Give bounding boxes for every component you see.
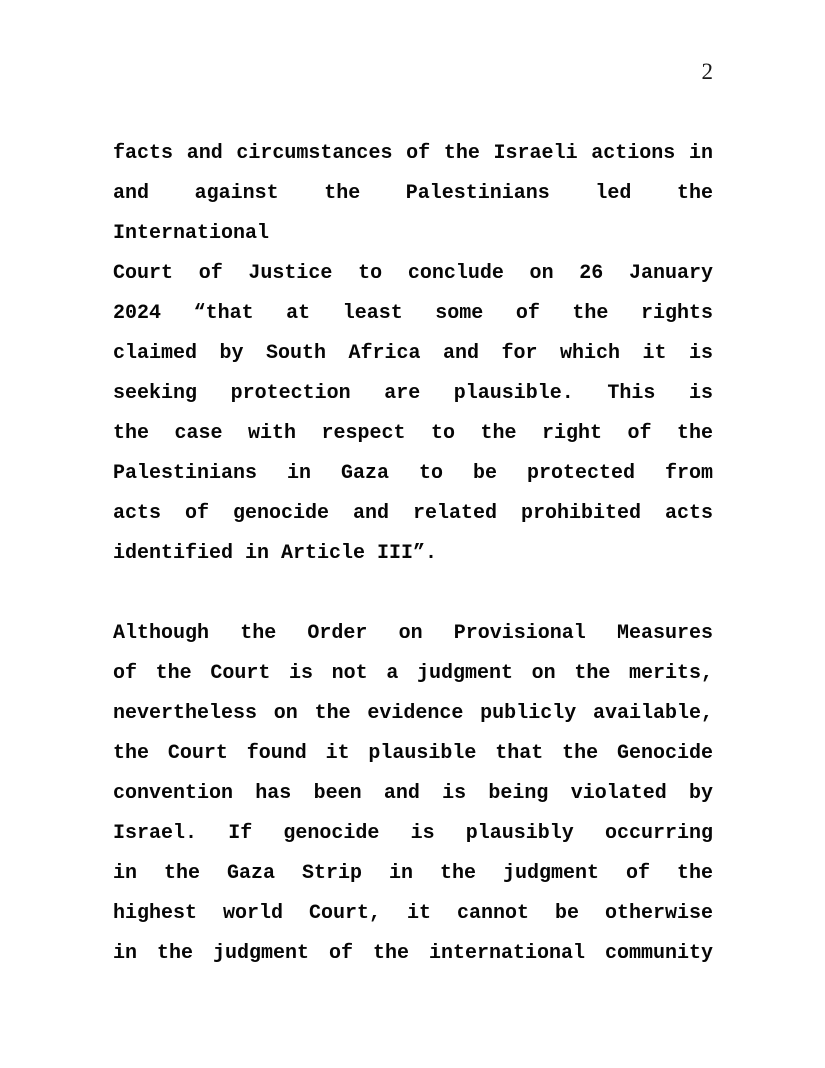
text-line: in the Gaza Strip in the judgment of the	[113, 862, 713, 885]
text-line: the case with respect to the right of the	[113, 422, 713, 445]
text-line: of the Court is not a judgment on the merits,	[113, 662, 713, 685]
document-body	[113, 134, 713, 974]
text-line: 2024 “that at least some of the rights	[113, 302, 713, 325]
text-line: nevertheless on the evidence publicly available,	[113, 702, 713, 725]
text-line: identified in Article III”.	[113, 542, 438, 565]
text-line: Court of Justice to conclude on 26 January	[113, 262, 713, 285]
text-line: facts and circumstances of the Israeli actions in	[113, 142, 713, 165]
text-line: acts of genocide and related prohibited acts	[113, 502, 713, 525]
page-number: 2	[701, 59, 713, 84]
paragraph-spacer	[113, 574, 713, 614]
paragraph-2	[113, 614, 713, 974]
text-line: in the judgment of the international community	[113, 942, 713, 965]
text-line: Palestinians in Gaza to be protected from	[113, 462, 713, 485]
text-line: convention has been and is being violated by	[113, 782, 713, 805]
text-line: the Court found it plausible that the Genocide	[113, 742, 713, 765]
text-line: Although the Order on Provisional Measures	[113, 622, 713, 645]
paragraph-1	[113, 134, 713, 574]
text-line: Israel. If genocide is plausibly occurring	[113, 822, 713, 845]
text-line: and against the Palestinians led the International	[113, 182, 713, 245]
text-line: highest world Court, it cannot be otherwise	[113, 902, 713, 925]
text-line: seeking protection are plausible. This is	[113, 382, 713, 405]
text-line: claimed by South Africa and for which it is	[113, 342, 713, 365]
